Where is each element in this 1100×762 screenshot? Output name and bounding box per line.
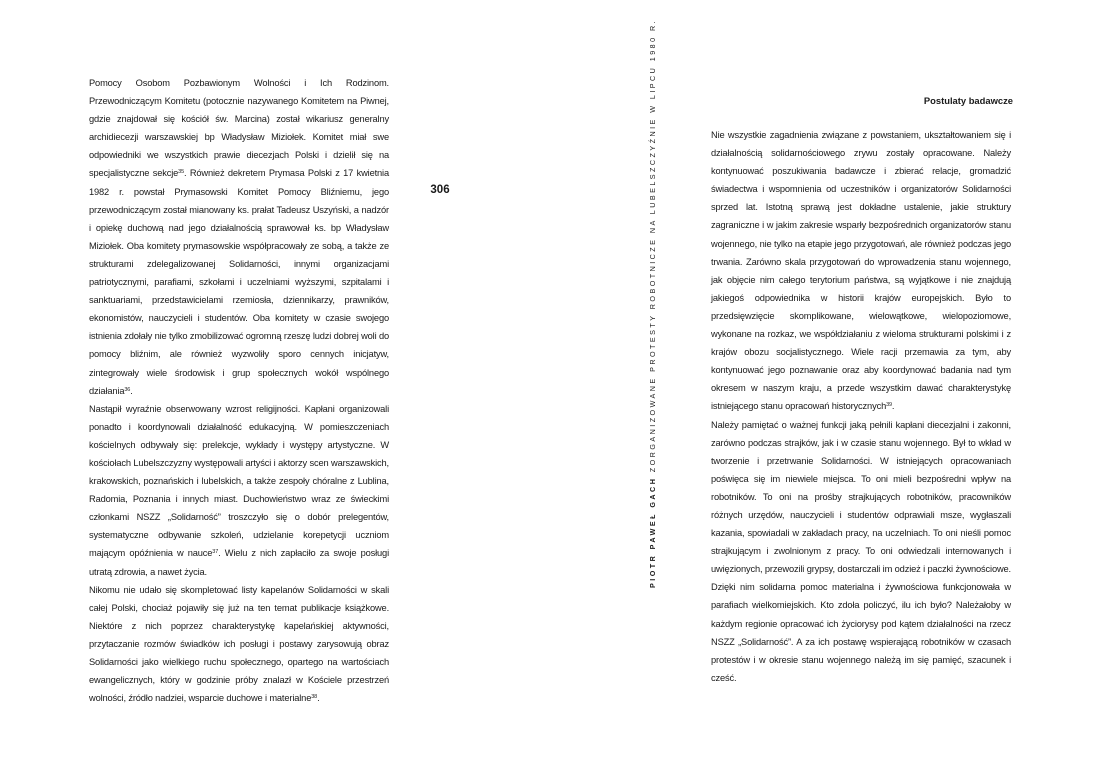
paragraph-text: . Wielu z nich zapłaciło za swoje posługi utratą zdrowia, a nawet życia. (89, 548, 389, 577)
footnote-ref: 36 (124, 386, 131, 393)
running-head (648, 18, 660, 588)
paragraph-text: . Również dekretem Prymasa Polski z 17 kwietnia 1982 r. powstał Prymasowski Komitet Pomocy Bliźniemu, jego przewodniczącym został mianowany ks. prałat Tadeusz Uszyński, a nadzór i opiekę duchową nad jego działalnością sprawował ks. bp Władysław Miziołek. Oba komitety prymasowskie współpracowały ze sobą, a także ze strukturami zdelegalizowanej Solidarności, innymi organizacjami patriotycznymi, parafiami, szkołami i uczelniami wyższymi, szpitalami i sanktuariami, przedstawicielami rzemiosła, dziennikarzy, prawników, ekonomistów, nauczycieli i studentów. Oba komitety w czasie swojego istnienia zdołały nie tylko zmobilizować ogromną rzeszę ludzi dobrej woli do pomocy bliźnim, ale również wyzwoliły sporo cennych inicjatyw, zintegrowały wiele środowisk i grup społecznych wokół wspólnego działania (89, 168, 389, 396)
footnote-ref: 39 (886, 402, 892, 409)
right-page-text (711, 126, 1011, 687)
footnote-ref: 35 (178, 169, 184, 176)
paragraph-text: Pomocy Osobom Pozbawionym Wolności i Ich Rodzinom. Przewodniczącym Komitetu (potocznie nazywanego Komitetem na Piwnej, gdzie znajdował się kościół św. Marcina) został wikariusz generalny archidiecezji warszawskiej bp Władysław Miziołek. Komitet miał swe odpowiedniki we wszystkich prawie diecezjach Polski i dzielił się na specjalistyczne sekcje (89, 78, 389, 179)
paragraph (711, 416, 1011, 687)
paragraph (89, 581, 389, 708)
paragraph-text: Nastąpił wyraźnie obserwowany wzrost religijności. Kapłani organizowali ponadto i koordynowali działalność edukacyjną. W pomieszczeniach kościelnych odbywały się: prelekcje, wykłady i występy artystyczne. W kościołach Lubelszczyzny występowali artyści i aktorzy scen warszawskich, krakowskich, poznańskich i lubelskich, a także zespoły chóralne z Lublina, Radomia, Poznania i innych miast. Duchowieństwo wraz ze świeckimi członkami NSZZ „Solidarność” troszczyło się o dobór prelegentów, systematyczne odbywanie szkoleń, udzielanie korepetycji uczniom mającym opóźnienia w nauce (89, 403, 389, 559)
paragraph-text: Nikomu nie udało się skompletować listy kapelanów Solidarności w skali całej Polski, chociaż pojawiły się już na ten temat publikacje książkowe. Niektóre z nich poprzez charakterystykę kapelańskiej aktywności, przytaczanie rozmów świadków ich posługi i postawy zarysowują obraz Solidarności jako wielkiego ruchu społecznego, opartego na wartościach ewangelicznych, który w godzinie próby znalazł w Kościele przestrzeń wolności, źródło nadziei, wsparcie duchowe i materialne (89, 584, 389, 704)
paragraph-text: Nie wszystkie zagadnienia związane z powstaniem, ukształtowaniem się i działalnością solidarnościowego zrywu zostały opracowane. Należy kontynuować poszukiwania badawcze i zbierać relacje, gromadzić świadectwa i wspomnienia od uczestników i organizatorów Solidarności sprzed lat. Istotną sprawą jest dokładne ustalenie, jakie struktury zagraniczne i w jakim zakresie wsparły bezpośrednich organizatorów stanu wojennego, nie tylko na etapie jego przygotowań, ale również podczas jego trwania. Zarówno skala przygotowań do wprowadzenia stanu wojennego, jak objęcie nim całego terytorium państwa, są wyjątkowe i nie znajdują jakiegoś odpowiednika w historii krajów europejskich. Było to przedsięwzięcie skomplikowane, wielowątkowe, wielopoziomowe, wykonane na rozkaz, we współdziałaniu z wieloma strukturami polskimi i z krajów obozu socjalistycznego. Wiele racji przemawia za tym, aby kontynuować jego poznawanie oraz aby koordynować badania nad tym okresem w naszym kraju, a przede wszystkim dawać charakterystykę istniejącego stanu opracowań historycznych (711, 130, 1011, 412)
paragraph (711, 126, 1011, 416)
paragraph-text: Należy pamiętać o ważnej funkcji jaką pełnili kapłani diecezjalni i zakonni, zarówno podczas strajków, jak i w czasie stanu wojennego. Był to wkład w tworzenie i przetrwanie Solidarności. W istniejących opracowaniach poświęca się im niewiele miejsca. To oni mieli bezpośredni wpływ na robotników. To oni na prośby strajkujących robotników, pracowników różnych urzędów, nauczycieli i studentów odprawiali msze, wygłaszali kazania, spowiadali w zakładach pracy, na uczelniach. To oni nieśli pomoc strajkującym i zwolnionym z pracy. To oni odwiedzali internowanych i uwięzionych, przewozili grypsy, dostarczali im odzież i paczki żywnościowe. Dzięki nim solidarna pomoc materialna i żywnościowa funkcjonowała w parafiach wielkomiejskich. Kto zdoła policzyć, ilu ich było? Należałoby w każdym regionie opracować ich życiorysy pod kątem działalności na rzecz NSZZ „Solidarność”. A za ich postawę wspierającą robotników w czasach protestów i w okresie stanu wojennego należą im się pamięć, szacunek i cześć. (711, 419, 1011, 683)
paragraph-text: . (317, 693, 320, 704)
footnote-ref: 37 (212, 549, 219, 556)
paragraph (89, 74, 389, 400)
paragraph-text: . (130, 385, 133, 396)
left-page-text (89, 74, 389, 707)
footnote-ref: 38 (311, 694, 318, 701)
section-title: Postulaty badawcze (923, 95, 1013, 106)
running-head-author: PIOTR PAWEŁ GACH (648, 476, 657, 588)
running-head-title: ZORGANIZOWANE PROTESTY ROBOTNICZE NA LUBELSZCZYŹNIE W LIPCU 1980 R. (648, 18, 657, 473)
paragraph-text: . (891, 401, 895, 412)
paragraph (89, 400, 389, 581)
page-number: 306 (430, 184, 450, 196)
